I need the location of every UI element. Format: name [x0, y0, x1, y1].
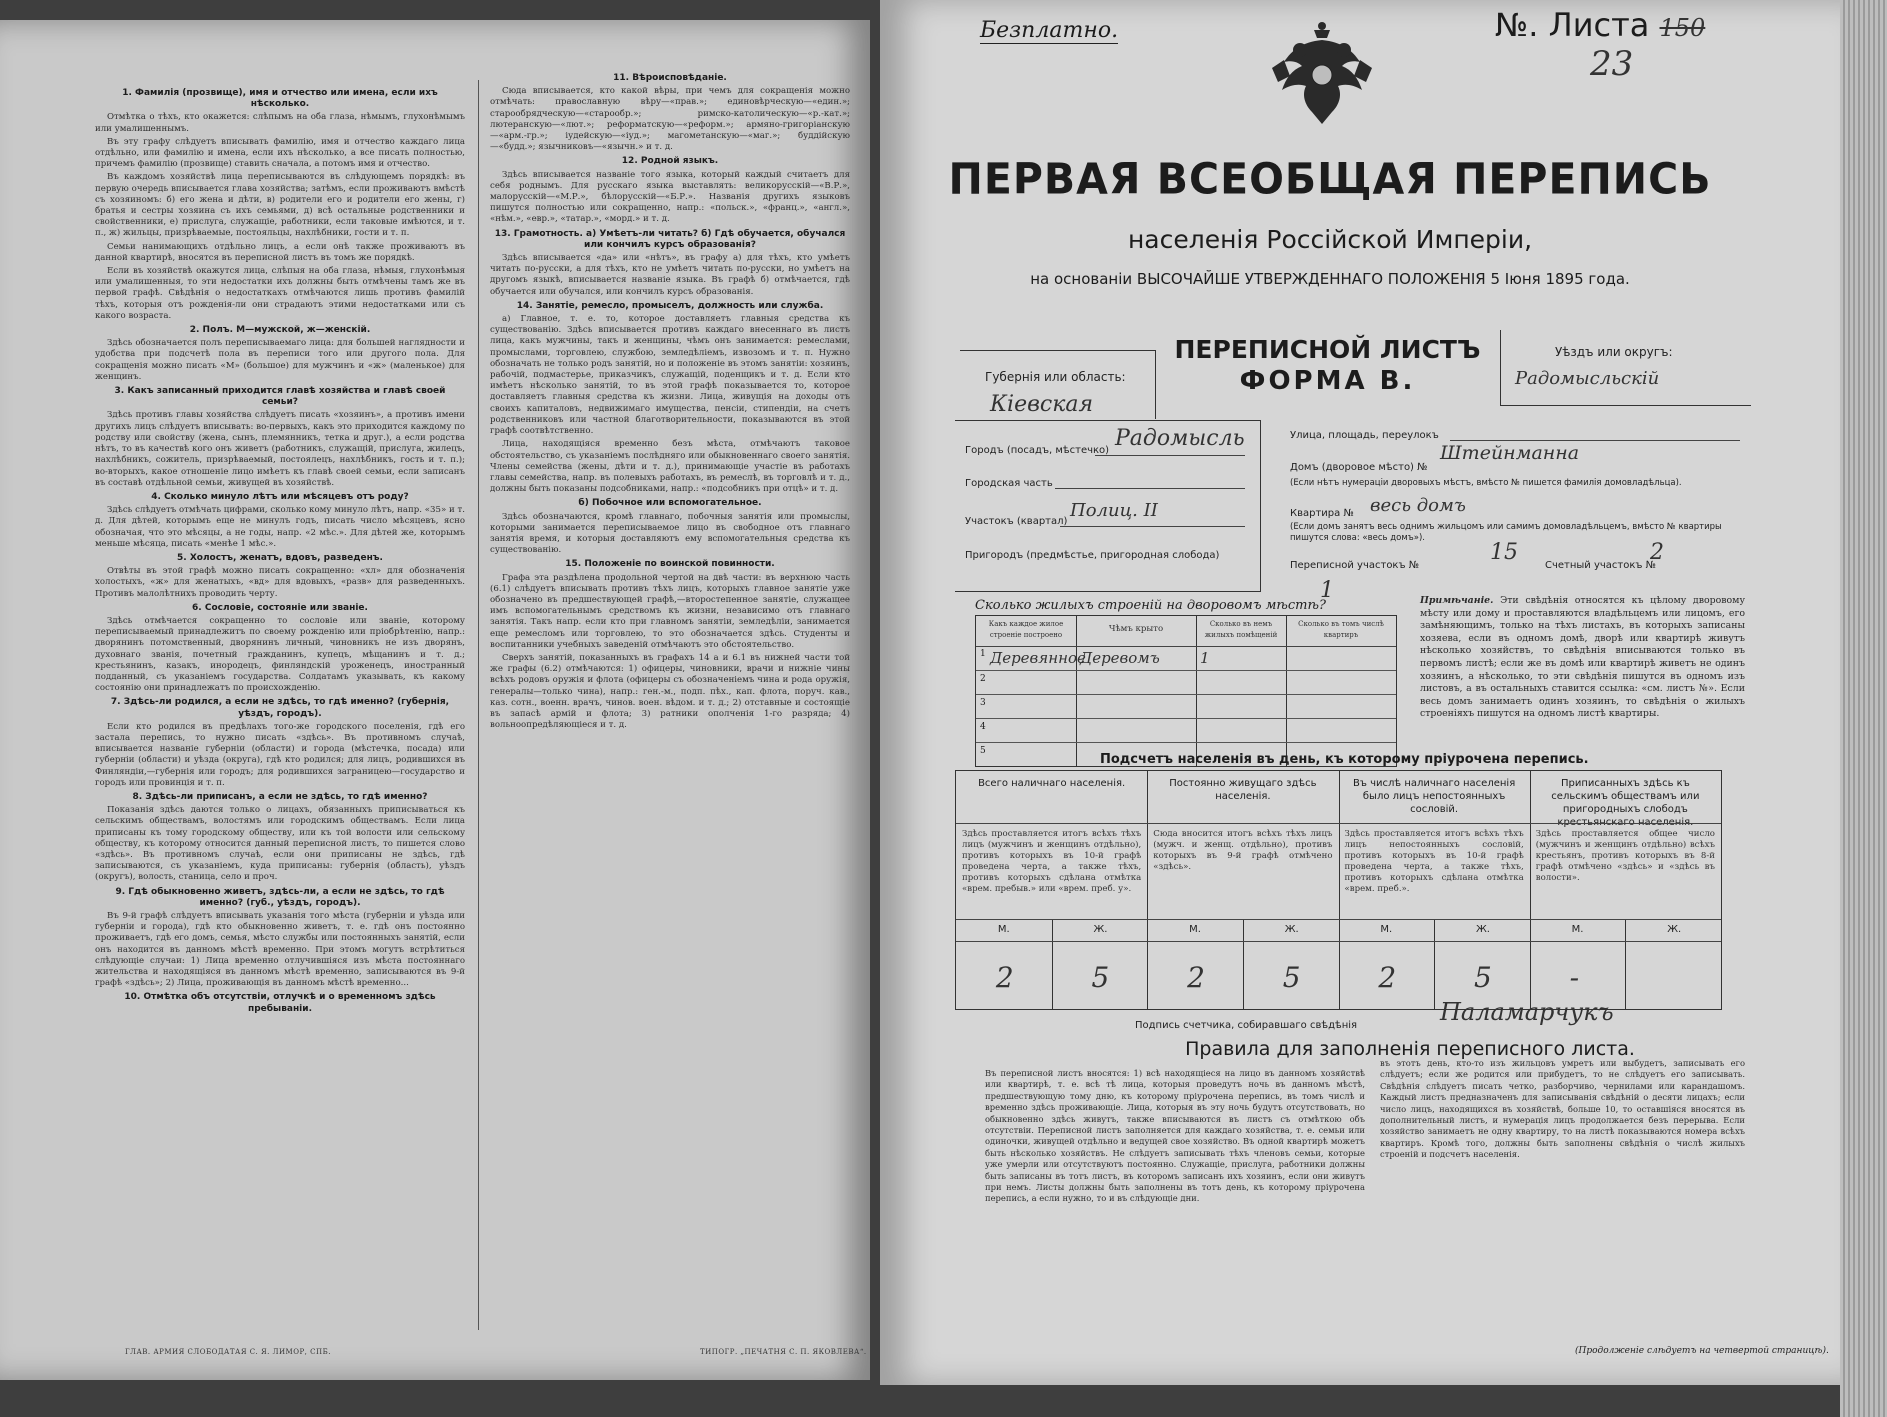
census-district-value: 15	[1490, 540, 1518, 565]
instruction-paragraph: Здѣсь вписывается «да» или «нѣтъ», въ графу а) для тѣхъ, кто умѣетъ читать по-русски, а для тѣхъ, кто не умѣетъ читать по-русски, но умѣетъ на другомъ языкѣ, вписывается названіе языка. Въ графѣ б) отмѣчается, гдѣ обучается или обучался, или кончилъ курсъ образованія.	[490, 253, 850, 297]
apartment-label: Квартира №	[1290, 508, 1354, 519]
census-subtitle: населенія Россійской Имперіи,	[1127, 225, 1533, 254]
male-count: 2	[1187, 961, 1205, 994]
instruction-heading: 5. Холостъ, женатъ, вдовъ, разведенъ.	[177, 552, 383, 563]
remark-body: Эти свѣдѣнія относятся къ цѣлому дворовому мѣсту или дому и проставляются владѣльцемъ или лицомъ, его замѣняющимъ, только на тѣхъ листахъ, въ которыхъ записаны хозяева, если въ одномъ домѣ, дворѣ или квартирѣ живутъ нѣсколько хозяйствъ, то свѣдѣнія вписываются только въ первомъ листѣ; если же въ домѣ или квартирѣ живетъ не одинъ хозяинъ, а нѣсколько, то эти свѣдѣнія пишутся въ одномъ изъ листовъ, а въ остальныхъ ставится ссылка: «см. листъ №». Если весь домъ занимаетъ одинъ хозяинъ, то свѣдѣнія о жилыхъ строеніяхъ пишутся на одномъ листѣ квартиры.	[1420, 595, 1745, 720]
form-title-line1: ПЕРЕПИСНОЙ ЛИСТЪ	[1174, 335, 1481, 364]
count-column-note: Здѣсь проставляется итогъ всѣхъ тѣхъ лицъ непостоянныхъ сословій, противъ которыхъ въ 10-й графѣ проведена черта, а также тѣхъ, противъ которыхъ сдѣлана отмѣтка «врем. преб.».	[1344, 829, 1524, 894]
male-count: -	[1569, 961, 1580, 994]
remark-title: Примѣчаніе.	[1420, 595, 1494, 606]
female-label: Ж.	[1093, 924, 1108, 935]
female-count: 5	[1282, 961, 1301, 994]
printer-note-right: ТИПОГР. „ПЕЧАТНЯ С. П. ЯКОВЛЕВА“.	[700, 1348, 867, 1356]
instruction-paragraph: Здѣсь противъ главы хозяйства слѣдуетъ писать «хозяинъ», а противъ имени другихъ лицъ слѣдуетъ вписывать: во-первыхъ, какъ это приходится каждому по родству или свойству (жена, сынъ, племянникъ, тетка и друг.), а если родства нѣтъ, то въ качествѣ кого онъ живетъ (работникъ, служащій, прислуга, жилецъ, нахлѣбникъ, сожитель, призрѣваемый, постоялецъ, нахлѣбникъ, гость и т. п.); во-вторыхъ, какое отношеніе лицо имѣетъ къ главѣ своей семьи, если записанъ въ составѣ отдѣльной семьи, живущей въ хозяйствѣ.	[95, 410, 465, 488]
instruction-heading: 11. Вѣроисповѣданіе.	[613, 73, 727, 83]
female-label: Ж.	[1475, 924, 1490, 935]
count-column-note: Здѣсь проставляется общее число (мужчинъ и женщинъ отдѣльно) всѣхъ крестьянъ, противъ которыхъ въ 8-й графѣ отмѣчено «здѣсь» и «здѣсь въ волости».	[1535, 829, 1715, 883]
buildings-header-roof: Чѣмъ крыто	[1108, 624, 1164, 634]
instruction-heading: 15. Положеніе по воинской повинности.	[565, 559, 775, 570]
buildings-header-rooms: Сколько въ немъ жилыхъ помѣщеній	[1204, 620, 1278, 639]
house-label: Домъ (дворовое мѣсто) №	[1290, 462, 1428, 473]
count-column-header: Въ числѣ наличнаго населенія было лицъ непостоянныхъ сословій.	[1353, 778, 1516, 815]
buildings-row	[976, 694, 1396, 719]
census-district-label: Переписной участокъ №	[1290, 560, 1420, 571]
rules-column-left: Въ переписной листъ вносятся: 1) всѣ находящіеся на лицо въ данномъ хозяйствѣ или квартирѣ, т. е. всѣ тѣ лица, которыя проведутъ ночь въ данномъ мѣстѣ, предшествующую тому дню, къ которому пріурочена перепись, въ томъ числѣ и временно здѣсь проживающіе. Лица, которыя въ эту ночь будутъ отсутствовать, но обыкновенно здѣсь живутъ, также вписываются въ листъ съ отмѣткою объ отсутствіи. Переписной листъ заполняется для каждаго хозяйства, т. е. семьи или одиночки, живущей отдѣльно и ведущей свое хозяйство. Въ одной квартирѣ можетъ быть нѣсколько хозяйствъ. Не слѣдуетъ записывать тѣхъ членовъ семьи, которые уже умерли или отсутствуютъ постоянно. Служащіе, прислуга, работники должны быть записаны въ тотъ листъ, въ которомъ записанъ ихъ хозяинъ, если они живутъ при немъ. Листы должны быть заполнены въ тотъ день, къ которому пріурочена перепись, а если нужно, то и въ слѣдующіе дни.	[985, 1068, 1365, 1204]
male-label: М.	[1380, 924, 1393, 935]
male-label: М.	[1189, 924, 1201, 935]
instruction-paragraph: Въ эту графу слѣдуетъ вписывать фамилію, имя и отчество каждаго лица отдѣльно, или фамилію и имена, если ихъ нѣсколько, а все писать полностью, причемъ фамилію (прозвище) ставить сначала, а потомъ имя и отчество.	[95, 136, 465, 170]
instruction-heading: 9. Гдѣ обыкновенно живетъ, здѣсь-ли, а если не здѣсь, то гдѣ именно? (губ., уѣздъ, городъ).	[115, 886, 445, 908]
instruction-paragraph: а) Главное, т. е. то, которое доставляетъ главныя средства къ существованію. Здѣсь вписывается противъ каждаго внесеннаго въ листъ лица, какъ мужчины, такъ и женщины, чѣмъ онъ занимается: ремеслами, промыслами, торговлею, службою, земледѣліемъ, извозомъ и т. п. Нужно обозначать не только родъ занятій, но и положеніе въ этомъ занятіи: хозяинъ, рабочій, подмастерье, приказчикъ, служащій, поденщикъ и т. д. Если кто имѣетъ нѣсколько занятій, то въ этой графѣ показывается то, которое доставляетъ главныя средства къ жизни. Лица, живущія на доходы отъ своихъ капиталовъ, недвижимаго имущества, пенсіи, стипендіи, на счетъ родственниковъ или частной благотворительности, показываются въ этой графѣ соотвѣтственно.	[490, 314, 850, 437]
instruction-heading: б) Побочное или вспомогательное.	[578, 498, 762, 509]
instruction-heading: 3. Какъ записанный приходится главѣ хозяйства и главѣ своей семьи?	[114, 386, 446, 408]
instruction-paragraph: Показанія здѣсь даются только о лицахъ, обязанныхъ приписываться къ сельскимъ обществамъ, волостямъ или городскимъ обществамъ. Если лица приписаны къ тому городскому обществу, или къ той волости или сельскому обществу, къ которому относится данный переписной листъ, то пишется слово «здѣсь». Въ противномъ случаѣ, если они приписаны не здѣсь, гдѣ записываются, съ указаніемъ, куда приписаны: губернія (область), уѣздъ (округъ), волость, станица, село и проч.	[95, 805, 465, 883]
legal-basis: на основаніи ВЫСОЧАЙШЕ УТВЕРЖДЕННАГО ПОЛОЖЕНІЯ 5 Іюня 1895 года.	[1030, 270, 1630, 288]
instruction-paragraph: Отмѣтка о тѣхъ, кто окажется: слѣпымъ на оба глаза, нѣмымъ, глухонѣмымъ или умалишеннымъ.	[95, 112, 465, 134]
city-value: Радомысль	[1115, 426, 1245, 451]
double-headed-eagle-emblem-icon	[1262, 20, 1382, 130]
city-district-label: Городская часть	[965, 478, 1053, 489]
instructions-column-right	[490, 70, 850, 1330]
instructions-column-left	[95, 85, 465, 1330]
female-label: Ж.	[1667, 924, 1682, 935]
precinct-value: Полиц. II	[1070, 500, 1158, 521]
suburb-label: Пригородъ (предмѣстье, пригородная слобода)	[965, 550, 1220, 561]
count-district-label: Счетный участокъ №	[1545, 560, 1657, 571]
sheet-number-handwritten: 23	[1590, 44, 1634, 84]
instruction-paragraph: Въ каждомъ хозяйствѣ лица переписываются въ слѣдующемъ порядкѣ: въ первую очередь вписывается глава хозяйства; затѣмъ, если проживаютъ вмѣстѣ съ хозяиномъ: б) его жена и дѣти, в) родители его и родители его жены, г) братья и сестры хозяина съ ихъ семьями, д) всѣ остальные родственники и свойственники, е) прислуга, служащіе, работники, если таковые имѣются, и т. п., ж) жильцы, призрѣваемые, постояльцы, нахлѣбники, гости и т. п.	[95, 172, 465, 239]
free-of-charge-stamp: Безплатно.	[980, 18, 1119, 43]
buildings-row-number: 2	[980, 674, 986, 684]
instruction-paragraph: Если кто родился въ предѣлахъ того-же городского поселенія, гдѣ его застала перепись, то нужно писать «здѣсь». Въ противномъ случаѣ, вписывается названіе губерніи (области) и города (мѣстечка, посада) или губерніи (области) и уѣзда (округа), гдѣ кто родился; для лицъ, родившихся въ Финляндіи,—губернія или городъ; для родившихся заграницею—государство и городъ или провинція и т. п.	[95, 721, 465, 788]
instruction-heading: 1. Фамилія (прозвище), имя и отчество или имена, если ихъ нѣсколько.	[122, 88, 438, 110]
uezd-label: Уѣздъ или округъ:	[1555, 345, 1673, 359]
instruction-heading: 6. Сословіе, состояніе или званіе.	[192, 602, 368, 613]
instruction-paragraph: Лица, находящіяся временно безъ мѣста, отмѣчаютъ таковое обстоятельство, съ указаніемъ послѣдняго или обыкновеннаго своего занятія. Члены семейства (жены, дѣти и т. д.), принимающіе участіе въ работахъ главы семейства, напр. въ полевыхъ работахъ, въ ремеслѣ, въ торговлѣ и т. д., должны быть показаны подсобниками, напр.: «подсобникъ при отцѣ» и т. д.	[490, 439, 850, 495]
female-count: 5	[1473, 961, 1492, 994]
buildings-row	[976, 718, 1396, 743]
female-count: 5	[1091, 961, 1110, 994]
male-count: 2	[995, 961, 1014, 994]
rules-title: Правила для заполненія переписного листа.	[1185, 1038, 1635, 1060]
sheet-number-struck: 150	[1659, 14, 1706, 42]
instruction-paragraph: Сюда вписывается, кто какой вѣры, при чемъ для сокращенія можно отмѣчать: православную вѣру—«прав.»; единовѣрческую—«един.»; старообрядческую—«старообр.»; римско-католическую—«р.-кат.»; лютеранскую—«лют.»; реформатскую—«реформ.»; армяно-григоріанскую—«арм.-гр.»; іудейскую—«іуд.»; магометанскую—«маг.»; буддійскую—«будд.»; язычниковъ—«язычн.» и т. д.	[490, 86, 850, 153]
instruction-paragraph: Сверхъ занятій, показанныхъ въ графахъ 14 а и 6.1 въ нижней части той же графы (6.2) отмѣчаются: 1) офицеры, чиновники, врачи и нижніе чины всѣхъ родовъ оружія и флота (офицеры съ обозначеніемъ чина и рода оружія, генералы—только чина), напр.: ген.-м., подп. пѣх., кап. флота, поруч. кав., каз. сотн., военн. врачъ, чинов. воен. вѣдом. и т. д.; 2) отставные и состоящіе въ запасѣ армій и флота; 3) ратники ополченія 1-го разряда; 4) вольноопредѣляющіеся и т. д.	[490, 652, 850, 731]
census-title: ПЕРВАЯ ВСЕОБЩАЯ ПЕРЕПИСЬ	[948, 153, 1712, 205]
instruction-heading: 4. Сколько минуло лѣтъ или мѣсяцевъ отъ роду?	[151, 491, 409, 502]
stacked-page-edges	[1840, 0, 1887, 1417]
buildings-row-number: 1	[980, 649, 986, 659]
remark-text	[1420, 595, 1745, 721]
instruction-heading: 10. Отмѣтка объ отсутствіи, отлучкѣ и о временномъ здѣсь пребываніи.	[124, 992, 436, 1014]
count-caption: Подсчетъ населенія въ день, къ которому пріурочена перепись.	[1100, 752, 1589, 767]
form-title-line2: ФОРМА В.	[1239, 366, 1416, 396]
form-title	[1160, 335, 1495, 396]
instruction-heading: 14. Занятіе, ремесло, промыселъ, должность или служба.	[516, 300, 824, 311]
male-label: М.	[997, 924, 1010, 935]
gubernia-label: Губернія или область:	[985, 370, 1126, 384]
house-value: Штейнманна	[1440, 442, 1580, 464]
count-column-header: Приписанныхъ здѣсь къ сельскимъ обществамъ или пригородныхъ слободъ крестьянскаго населенія.	[1551, 778, 1700, 828]
instruction-paragraph: Семьи нанимающихъ отдѣльно лицъ, а если онѣ также проживаютъ въ данной квартирѣ, вносятся въ переписной листъ въ томъ же порядкѣ.	[95, 241, 465, 263]
buildings-row-material: Деревянное	[990, 649, 1086, 667]
buildings-header-material: Какъ каждое жилое строеніе построено	[988, 620, 1064, 639]
uezd-value: Радомысльскій	[1515, 368, 1660, 389]
instruction-heading: 2. Полъ. М—мужской, ж—женскій.	[189, 325, 371, 336]
instruction-heading: 7. Здѣсь-ли родился, а если не здѣсь, то гдѣ именно? (губернія, уѣздъ, городъ).	[110, 697, 450, 719]
buildings-row	[976, 670, 1396, 695]
buildings-table	[975, 615, 1397, 767]
instruction-paragraph: Отвѣты въ этой графѣ можно писать сокращенно: «хл» для обозначенія холостыхъ, «ж» для женатыхъ, «вд» для вдовыхъ, «разв» для разведенныхъ. Противъ малолѣтнихъ проводить черту.	[95, 566, 465, 599]
city-label: Городъ (посадъ, мѣстечко)	[965, 445, 1110, 456]
column-divider	[478, 80, 479, 1330]
male-label: М.	[1571, 924, 1584, 935]
buildings-value: 1	[1320, 578, 1334, 603]
count-column-note: Сюда вносится итогъ всѣхъ тѣхъ лицъ (мужч. и женщ. отдѣльно), противъ которыхъ въ 9-й графѣ отмѣчено «здѣсь».	[1153, 829, 1333, 872]
count-column-header: Постоянно живущаго здѣсь населенія.	[1169, 778, 1317, 802]
apartment-note: (Если домъ занятъ весь однимъ жильцомъ или самимъ домовладѣльцемъ, вмѣсто № квартиры пишутся слова: «весь домъ»).	[1290, 522, 1722, 543]
street-label: Улица, площадь, переулокъ	[1290, 430, 1439, 441]
male-count: 2	[1378, 961, 1397, 994]
buildings-row-number: 5	[980, 746, 986, 756]
buildings-question: Сколько жилыхъ строеній на дворовомъ мѣстѣ?	[975, 598, 1326, 613]
gubernia-value: Кіевская	[990, 392, 1094, 417]
female-label: Ж.	[1284, 924, 1299, 935]
instruction-heading: 12. Родной языкъ.	[621, 156, 719, 167]
buildings-row-number: 3	[980, 698, 986, 708]
instruction-paragraph: Здѣсь отмѣчается сокращенно то сословіе или званіе, которому переписываемый принадлежитъ по своему рожденію или пріобрѣтенію, напр.: дворянинъ потомственный, дворянинъ личный, чиновникъ не изъ дворянъ, духовнаго званія, почетный гражданинъ, купецъ, мѣщанинъ и т. д.; крестьянинъ, казакъ, инородецъ, финляндскій уроженецъ, иностранный подданный, съ указаніемъ государства. Солдатамъ указывать, къ какому состоянію они принадлежатъ по происхожденію.	[95, 615, 465, 694]
buildings-row-number: 4	[980, 722, 986, 732]
printer-note-left: ГЛАВ. АРМИЯ СЛОБОДАТАЯ С. Я. ЛИМОР, СПБ.	[125, 1348, 331, 1356]
precinct-label: Участокъ (квартал)	[965, 516, 1068, 527]
instruction-paragraph: Графа эта раздѣлена продольной чертой на двѣ части: въ верхнюю часть (6.1) слѣдуетъ вписывать противъ тѣхъ лицъ, которыхъ главное занятіе уже обозначено въ предшествующей графѣ,—второстепенное занятіе, служащее имъ вспомогательнымъ средствомъ къ жизни, независимо отъ главнаго занятія. Такъ напр. если кто при главномъ занятіи, земледѣліи, занимается еще ремесломъ или торговлею, то это обозначается здѣсь. Студенты и воспитанники учебныхъ заведеній отмѣчаютъ это обстоятельство.	[490, 572, 850, 650]
rules-continued: (Продолженіе слѣдуетъ на четвертой страницѣ).	[1575, 1346, 1829, 1356]
buildings-row	[976, 646, 1396, 670]
instruction-heading: 8. Здѣсь-ли приписанъ, а если не здѣсь, то гдѣ именно?	[132, 791, 428, 802]
instruction-paragraph: Здѣсь обозначается полъ переписываемаго лица: для большей наглядности и удобства при подсчетѣ пола въ переписи того или другого пола. Для сокращенія можно писать «М» (большое) для мужчинъ и «ж» (маленькое) для женщинъ.	[95, 338, 465, 382]
instruction-paragraph: Здѣсь обозначаются, кромѣ главнаго, побочныя занятія или промыслы, которыми занимается переписываемое лицо въ свободное отъ главнаго занятія время, и которыя доставляютъ ему вспомогательныя средства къ существованію.	[490, 511, 850, 556]
instruction-paragraph: Здѣсь вписывается названіе того языка, который каждый считаетъ для себя роднымъ. Для русскаго языка выставлять: великорусскій—«В.Р.», малорусскій—«М.Р.», бѣлорусскій—«Б.Р.». Названія другихъ языковъ пишутся полностью или сокращенно, напр.: «польск.», «франц.», «англ.», «нѣм.», «евр.», «татар.», «морд.» и т. д.	[490, 169, 850, 225]
apartment-value: весь домъ	[1370, 495, 1466, 516]
population-count-table	[955, 770, 1722, 1010]
buildings-row-roof: Деревомъ	[1080, 649, 1160, 667]
buildings-header-apts: Сколько въ томъ числѣ квартиръ	[1298, 620, 1384, 639]
instruction-paragraph: Въ 9-й графѣ слѣдуетъ вписывать указанія того мѣста (губерніи и уѣзда или губерніи и города), гдѣ кто обыкновенно живетъ, т. е. гдѣ онъ постоянно проживаетъ, гдѣ его домъ, семья, мѣсто службы или постоянныхъ занятій, если онъ находится въ данномъ мѣстѣ временно. При этомъ могутъ встрѣтиться слѣдующіе случаи: 1) Лица временно отлучившіяся изъ мѣста постояннаго жительства и находящіяся въ данномъ мѣстѣ временно, записываются въ 9-й графѣ «здѣсь»; 2) Лица, проживающія въ данномъ мѣстѣ временно...	[95, 911, 465, 989]
count-district-value: 2	[1650, 540, 1664, 565]
instruction-paragraph: Если въ хозяйствѣ окажутся лица, слѣпыя на оба глаза, нѣмыя, глухонѣмыя или умалишенныя, то эти недостатки ихъ должны быть отмѣчены тамъ же въ первой графѣ. Свѣдѣнія о недостаткахъ отмѣчаются лишь противъ фамилій тѣхъ, которыя отъ рожденія-ли они страдаютъ этими недостатками или съ какого возраста.	[95, 266, 465, 321]
signature-label: Подпись счетчика, собиравшаго свѣдѣнія	[1135, 1020, 1358, 1031]
house-note: (Если нѣтъ нумераціи дворовыхъ мѣстъ, вмѣсто № пишется фамилія домовладѣльца).	[1290, 478, 1682, 488]
buildings-row-rooms: 1	[1200, 649, 1210, 667]
rules-column-right: въ этотъ день, кто-то изъ жильцовъ умретъ или выбудетъ, записывать его слѣдуетъ; если же родится или прибудетъ, то не слѣдуетъ его записывать. Свѣдѣнія слѣдуетъ писать четко, разборчиво, чернилами или карандашомъ. Каждый листъ предназначенъ для записыванія свѣдѣній о десяти лицахъ; если число лицъ, находящихся въ хозяйствѣ, больше 10, то оставшіяся вносятся въ дополнительный листъ, и нумерація лицъ продолжается безъ перерыва. Если хозяйство занимаетъ не одну квартиру, то на листѣ показываются номера всѣхъ квартиръ. Кромѣ того, должны быть заполнены свѣдѣнія о числѣ жилыхъ строеній и подсчетъ населенія.	[1380, 1058, 1745, 1160]
sheet-number-label: №. Листа 150	[1495, 6, 1706, 44]
count-column-note: Здѣсь проставляется итогъ всѣхъ тѣхъ лицъ (мужчинъ и женщинъ отдѣльно), противъ которыхъ въ 10-й графѣ проведена черта, а также тѣхъ, противъ которыхъ сдѣлана отмѣтка «врем. пребыв.» или «врем. преб. у».	[962, 829, 1142, 894]
instruction-paragraph: Здѣсь слѣдуетъ отмѣчать цифрами, сколько кому минуло лѣтъ, напр. «35» и т. д. Для дѣтей, которымъ еще не минулъ годъ, писать число мѣсяцевъ, ясно обозначая, что это мѣсяцы, а не годы, напр. «2 мѣс.». Для дѣтей же, которымъ меньше мѣсяца, писать «менѣе 1 мѣс.».	[95, 505, 465, 549]
count-column-header: Всего наличнаго населенія.	[978, 778, 1126, 789]
signature-value: Паламарчукъ	[1440, 998, 1614, 1026]
instruction-heading: 13. Грамотность. а) Умѣетъ-ли читать? б) Гдѣ обучается, обучался или кончилъ курсъ образованія?	[494, 228, 846, 250]
